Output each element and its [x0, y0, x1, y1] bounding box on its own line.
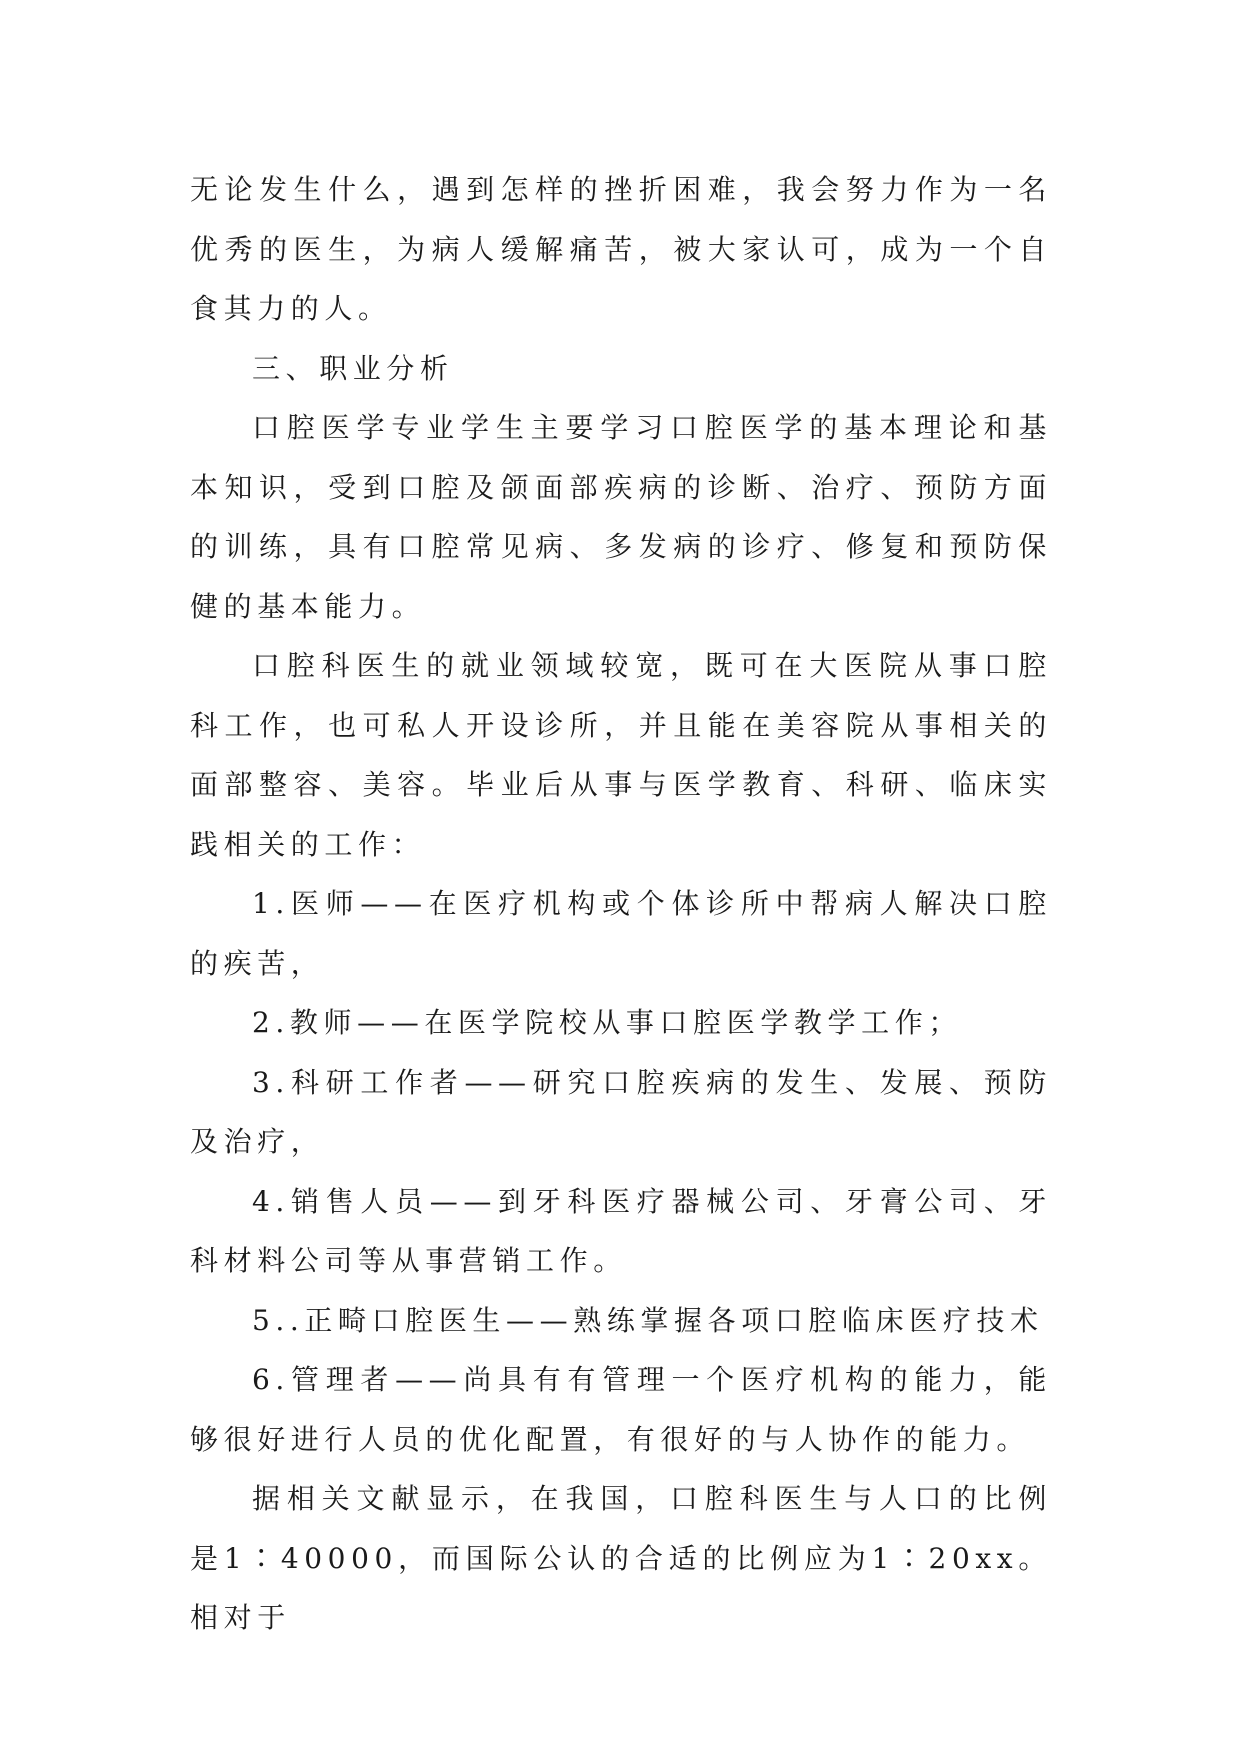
list-item-orthodontist: 5..正畸口腔医生——熟练掌握各项口腔临床医疗技术 [252, 1303, 1044, 1337]
list-item-sales: 4.销售人员——到牙科医疗器械公司、牙膏公司、牙科材料公司等从事营销工作。 [190, 1184, 1052, 1277]
paragraph-major-overview: 口腔医学专业学生主要学习口腔医学的基本理论和基本知识，受到口腔及颌面部疾病的诊断、治疗、预防方面的训练，具有口腔常见病、多发病的诊疗、修复和预防保健的基本能力。 [190, 411, 1052, 623]
list-item-physician: 1.医师——在医疗机构或个体诊所中帮病人解决口腔的疾苦， [190, 887, 1052, 980]
section-heading-career-analysis: 三、职业分析 [252, 351, 454, 385]
list-item-manager: 6.管理者——尚具有有管理一个医疗机构的能力，能够很好进行人员的优化配置，有很好的与人协作的能力。 [190, 1363, 1052, 1456]
list-item-teacher: 2.教师——在医学院校从事口腔医学教学工作； [252, 1006, 962, 1039]
paragraph-employment-fields: 口腔科医生的就业领域较宽，既可在大医院从事口腔科工作，也可私人开设诊所，并且能在美容院从事相关的面部整容、美容。毕业后从事与医学教育、科研、临床实践相关的工作： [190, 649, 1052, 861]
paragraph-continuation: 无论发生什么，遇到怎样的挫折困难，我会努力作为一名优秀的医生，为病人缓解痛苦，被大家认可，成为一个自食其力的人。 [190, 173, 1052, 325]
document-body [190, 160, 1052, 1648]
paragraph-statistics: 据相关文献显示，在我国，口腔科医生与人口的比例是1∶40000，而国际公认的合适的比例应为1∶20xx。相对于 [190, 1482, 1052, 1634]
list-item-researcher: 3.科研工作者——研究口腔疾病的发生、发展、预防及治疗， [190, 1065, 1052, 1158]
